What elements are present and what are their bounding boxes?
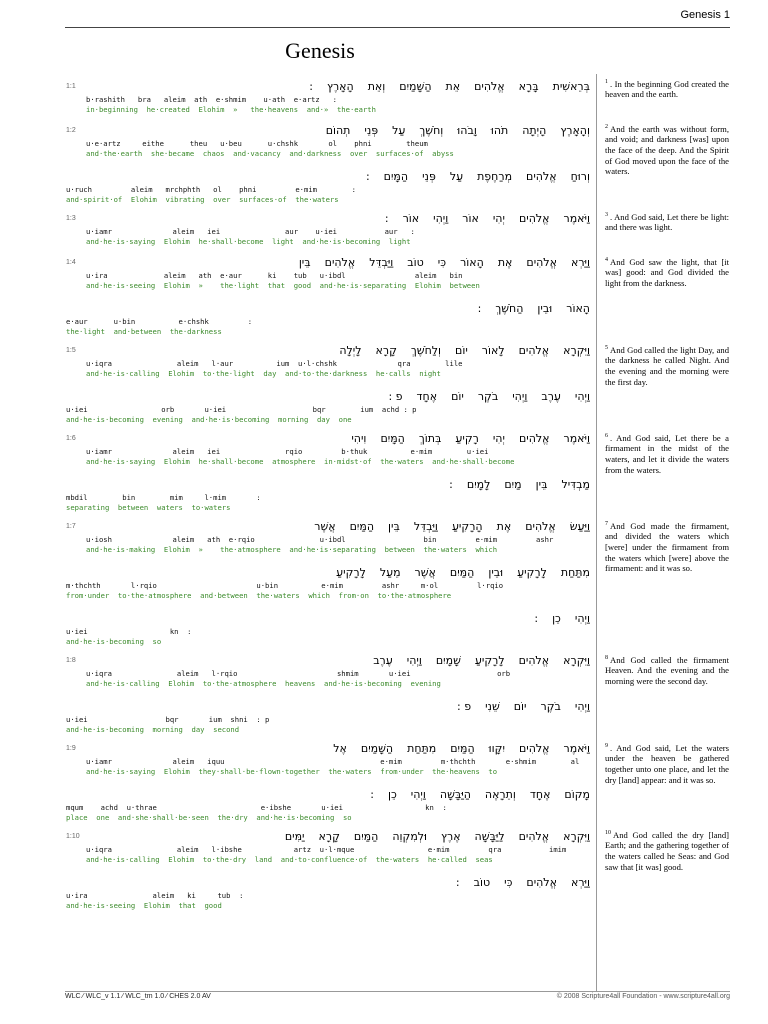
verse-block: [66, 212, 590, 258]
running-head: Genesis 1: [680, 9, 730, 21]
gloss-line: and·he·is·calling Elohim to·the·light day and·to·the·darkness he·calls night: [86, 369, 441, 378]
kjv-verse-text: [605, 653, 729, 687]
verse-reference: 1:10: [66, 833, 80, 840]
hebrew-word: בֵּין: [388, 520, 400, 533]
gloss-line: the·light and·between the·darkness: [66, 327, 222, 336]
transliteration-line: u·e·artz eithe theu u·beu u·chshk ol phni theum: [86, 139, 428, 148]
hebrew-word: תֹהוּ: [490, 124, 509, 137]
hebrew-word: וַיִּקְרָא: [563, 830, 590, 843]
transliteration-line: u·ira aleim ki tub :: [66, 891, 244, 900]
hebrew-word: הָאוֹר: [460, 256, 484, 269]
verse-text: . And God said, Let there be a firmament in the midst of the waters, and let it divide the waters from the waters.: [605, 432, 729, 475]
hebrew-word: מַבְדִּיל: [561, 478, 590, 491]
hebrew-word: כִּי: [504, 876, 513, 889]
hebrew-word: וְאֵת: [367, 80, 386, 93]
verse-number: 8: [605, 655, 608, 661]
verse-number: 10: [605, 830, 611, 836]
verse-number: 9: [605, 743, 608, 749]
hebrew-word: אֱלֹהִים: [518, 830, 550, 843]
gloss-line: and·he·is·seeing Elohim » the·light that good and·he·is·separating Elohim between: [86, 281, 480, 290]
hebrew-line: [66, 742, 590, 755]
verse-number: 1: [605, 79, 608, 85]
hebrew-line: [66, 478, 590, 491]
verse-block: [66, 344, 590, 436]
hebrew-word: הָאוֹר: [566, 302, 590, 315]
hebrew-word: קָרָא: [318, 830, 340, 843]
hebrew-word: אֶל: [333, 742, 347, 755]
hebrew-word: וַיְהִי: [574, 612, 590, 625]
verse-text: And God saw the light, that [it was] good: and God divided the light from the darkness.: [605, 256, 729, 289]
interlinear-line: [66, 344, 590, 390]
gloss-line: and·he·is·making Elohim » the·atmosphere and·he·is·separating between the·waters which: [86, 545, 498, 554]
hebrew-word: בְּרֵאשִׁית: [552, 80, 590, 93]
hebrew-line: [66, 876, 590, 889]
hebrew-word: הַמַּיִם: [449, 566, 475, 579]
hebrew-word: קָרָא: [375, 344, 397, 357]
hebrew-word: עֶרֶב: [373, 654, 393, 667]
hebrew-word: וַיַּבְדֵּל: [413, 520, 438, 533]
hebrew-word: וַיֹּאמֶר: [563, 212, 590, 225]
verse-text: . And God said, Let there be light: and there was light.: [605, 211, 729, 233]
footer-rule: [65, 991, 730, 992]
gloss-line: and·the·earth she·became chaos and·vacancy and·darkness over surfaces·of abyss: [86, 149, 454, 158]
hebrew-word: וְהָאָרֶץ: [560, 124, 590, 137]
transliteration-line: u·iei kn :: [66, 627, 192, 636]
hebrew-word: לָאוֹר: [481, 344, 505, 357]
hebrew-word: וַיְהִי: [433, 212, 449, 225]
interlinear-line: [66, 80, 590, 126]
hebrew-word: אֱלֹהִים: [526, 170, 557, 183]
gloss-line: separating between waters to·waters: [66, 503, 231, 512]
hebrew-word: הַמָּיִם: [383, 170, 409, 183]
hebrew-word: אֱלֹהִים: [518, 212, 550, 225]
transliteration-line: mbdil bin mim l·mim :: [66, 493, 261, 502]
hebrew-word: אֱלֹהִים: [526, 876, 557, 889]
verse-block: [66, 432, 590, 524]
hebrew-word: הַחֹשֶׁךְ: [495, 302, 524, 315]
hebrew-word: הַיַּבָּשָׁה: [439, 788, 471, 801]
verse-reference: 1:5: [66, 347, 76, 354]
hebrew-word: אֱלֹהִים: [474, 80, 505, 93]
hebrew-word: אֱלֹהִים: [518, 344, 550, 357]
hebrew-word: יוֹם: [455, 344, 468, 357]
hebrew-word: הַשָּׁמַיִם: [399, 80, 432, 93]
header-rule: [65, 27, 730, 28]
hebrew-line: [66, 170, 590, 183]
hebrew-word: עַל: [449, 170, 464, 183]
hebrew-word: הַמָּיִם: [380, 432, 405, 445]
hebrew-word: :: [384, 212, 389, 225]
hebrew-word: כִּי: [437, 256, 447, 269]
hebrew-word: :: [370, 788, 374, 801]
hebrew-line: [66, 654, 590, 667]
verse-block: [66, 830, 590, 922]
interlinear-line: [66, 700, 590, 746]
hebrew-word: מָקוֹם: [564, 788, 590, 801]
transliteration-line: u·iosh aleim ath e·rqio u·ibdl bin e·mim ashr: [86, 535, 554, 544]
hebrew-word: אֶחָד: [529, 788, 551, 801]
hebrew-line: [66, 256, 590, 269]
hebrew-word: הָיְתָה: [522, 124, 547, 137]
verse-reference: 1:4: [66, 259, 76, 266]
kjv-verse-text: [605, 122, 729, 177]
hebrew-word: פְּנֵי: [422, 170, 436, 183]
verse-block: [66, 124, 590, 216]
hebrew-word: אֱלֹהִים: [518, 432, 550, 445]
hebrew-word: יוֹם: [451, 390, 464, 403]
gloss-line: and·he·is·saying Elohim he·shall·become light and·he·is·becoming light: [86, 237, 411, 246]
hebrew-word: :: [455, 876, 460, 889]
hebrew-word: אֲשֶׁר: [414, 566, 436, 579]
hebrew-word: וַיְהִי: [574, 390, 590, 403]
hebrew-word: בֹקֶר: [540, 700, 561, 713]
transliteration-line: e·aur u·bin e·chshk :: [66, 317, 253, 326]
hebrew-word: וַיֹּאמֶר: [563, 432, 590, 445]
transliteration-line: u·ira aleim ath e·aur ki tub u·ibdl aleim bin: [86, 271, 463, 280]
hebrew-word: כֵן: [387, 788, 397, 801]
verse-number: 2: [605, 124, 608, 130]
interlinear-line: [66, 566, 590, 612]
hebrew-word: וּבֵין: [537, 302, 553, 315]
hebrew-word: לָמָיִם: [466, 478, 491, 491]
hebrew-word: בֵּין: [535, 478, 548, 491]
hebrew-word: וַיְהִי: [574, 700, 590, 713]
transliteration-line: mqum achd u·thrae e·ibshe u·iei kn :: [66, 803, 447, 812]
hebrew-line: [66, 212, 590, 225]
hebrew-line: [66, 830, 590, 843]
hebrew-word: וַיִּקְרָא: [563, 344, 590, 357]
footer-copyright: © 2008 Scripture4all Foundation - www.scripture4all.org: [556, 993, 730, 1000]
transliteration-line: u·iamr aleim iei aur u·iei aur :: [86, 227, 415, 236]
hebrew-line: [66, 788, 590, 801]
verse-block: [66, 742, 590, 834]
hebrew-word: וַיַּבְדֵּל: [369, 256, 394, 269]
verse-block: [66, 654, 590, 746]
gloss-line: and·he·is·saying Elohim they·shall·be·flown·together the·waters from·under the·heavens to: [86, 767, 498, 776]
hebrew-word: הָרָקִיעַ: [451, 520, 483, 533]
interlinear-line: [66, 520, 590, 566]
verse-number: 3: [605, 212, 608, 218]
verse-block: [66, 80, 590, 126]
verse-reference: 1:8: [66, 657, 76, 664]
transliteration-line: m·thchth l·rqio u·bin e·mim ashr m·ol l·rqio: [66, 581, 504, 590]
column-divider: [596, 74, 597, 991]
verse-number: 4: [605, 257, 608, 263]
hebrew-word: אֱלֹהִים: [518, 654, 550, 667]
hebrew-word: בֹקֶר: [477, 390, 499, 403]
hebrew-word: לָרָקִיעַ: [517, 566, 547, 579]
interlinear-line: [66, 390, 590, 436]
transliteration-line: u·iqra aleim l·aur ium u·l·chshk qra lile: [86, 359, 463, 368]
hebrew-line: [66, 344, 590, 357]
hebrew-word: הָאָרֶץ: [327, 80, 354, 93]
interlinear-line: [66, 830, 590, 876]
verse-number: 6: [605, 433, 608, 439]
hebrew-word: רָקִיעַ: [455, 432, 479, 445]
hebrew-word: :: [365, 170, 370, 183]
kjv-verse-text: [605, 828, 729, 872]
verse-reference: 1:7: [66, 523, 76, 530]
hebrew-word: מַיִם: [504, 478, 522, 491]
hebrew-word: שָׁמָיִם: [435, 654, 461, 667]
kjv-verse-text: [605, 210, 729, 233]
transliteration-line: u·iei bqr ium shni : p: [66, 715, 270, 724]
verse-reference: 1:9: [66, 745, 76, 752]
hebrew-line: [66, 520, 590, 533]
hebrew-word: מִתַּחַת: [407, 742, 437, 755]
kjv-verse-text: [605, 519, 729, 574]
hebrew-word: כֵן: [552, 612, 561, 625]
hebrew-word: פ :: [457, 700, 472, 713]
interlinear-line: [66, 742, 590, 788]
verse-text: . And God said, Let the waters under the heaven be gathered together unto one place, and let the dry [land] appear: and it was so.: [605, 742, 729, 785]
verse-reference: 1:2: [66, 127, 76, 134]
gloss-line: and·he·is·saying Elohim he·shall·become atmosphere in·midst·of the·waters and·he·shall·become: [86, 457, 515, 466]
kjv-verse-text: [605, 255, 729, 289]
transliteration-line: u·ruch aleim mrchphth ol phni e·mim :: [66, 185, 356, 194]
hebrew-word: מִתַּחַת: [560, 566, 590, 579]
gloss-line: and·he·is·calling Elohim to·the·dry land and·to·confluence·of the·waters he·called seas: [86, 855, 493, 864]
verse-reference: 1:1: [66, 83, 76, 90]
hebrew-word: יְהִי: [492, 212, 505, 225]
hebrew-word: לָרָקִיעַ: [336, 566, 366, 579]
hebrew-word: אֶרֶץ: [441, 830, 461, 843]
verse-text: And God made the firmament, and divided the waters which [were] under the firmament from the waters which [were] above the firmament: and it was so.: [605, 520, 729, 574]
hebrew-line: [66, 612, 590, 625]
hebrew-line: [66, 390, 590, 403]
hebrew-word: :: [309, 80, 314, 93]
footer-sources: WLC ⁄ WLC_v 1.1 ⁄ WLC_tm 1.0 ⁄ CHES 2.0 AV: [65, 993, 211, 1000]
hebrew-word: וַיִּקְרָא: [563, 654, 590, 667]
hebrew-word: אֲשֶׁר: [314, 520, 336, 533]
transliteration-line: u·iqra aleim l·ibshe artz u·l·mque e·mim qra imim: [86, 845, 567, 854]
interlinear-line: [66, 170, 590, 216]
interlinear-line: [66, 612, 590, 658]
transliteration-line: u·iqra aleim l·rqio shmim u·iei orb: [86, 669, 511, 678]
interlinear-line: [66, 124, 590, 170]
hebrew-word: בֵּין: [298, 256, 311, 269]
hebrew-word: פ :: [388, 390, 403, 403]
hebrew-word: אֱלֹהִים: [526, 256, 557, 269]
hebrew-word: וַיְהִי: [512, 390, 528, 403]
verse-text: . In the beginning God created the heaven and the earth.: [605, 78, 729, 100]
hebrew-word: וַיַּרְא: [570, 876, 590, 889]
gloss-line: and·he·is·becoming so: [66, 637, 162, 646]
gloss-line: in·beginning he·created Elohim » the·heavens and·» the·earth: [86, 105, 376, 114]
kjv-verse-text: [605, 431, 729, 475]
hebrew-word: וְרוּחַ: [570, 170, 590, 183]
hebrew-word: וְתֵרָאֶה: [484, 788, 516, 801]
hebrew-word: :: [534, 612, 539, 625]
hebrew-word: תְהוֹם: [325, 124, 351, 137]
hebrew-word: אוֹר: [462, 212, 479, 225]
hebrew-word: אֱלֹהִים: [324, 256, 356, 269]
hebrew-word: וְלַחֹשֶׁךְ: [410, 344, 442, 357]
interlinear-line: [66, 478, 590, 524]
hebrew-word: פְּנֵי: [364, 124, 379, 137]
verse-text: And God called the light Day, and the darkness he called Night. And the evening and the morning were the first day.: [605, 344, 729, 387]
hebrew-word: אֶת: [497, 256, 513, 269]
gloss-line: place one and·she·shall·be·seen the·dry and·he·is·becoming so: [66, 813, 352, 822]
hebrew-word: וּבֵין: [488, 566, 504, 579]
hebrew-word: וְחֹשֶׁךְ: [419, 124, 444, 137]
hebrew-word: וַיַּעַשׂ: [569, 520, 590, 533]
hebrew-word: הַשָּׁמַיִם: [360, 742, 394, 755]
hebrew-word: :: [477, 302, 482, 315]
hebrew-word: מְרַחֶפֶת: [477, 170, 513, 183]
hebrew-word: בָּרָא: [518, 80, 539, 93]
hebrew-word: וּלְמִקְוֵה: [392, 830, 428, 843]
hebrew-word: עַל: [392, 124, 406, 137]
interlinear-line: [66, 654, 590, 700]
hebrew-word: אֵת: [445, 80, 461, 93]
hebrew-word: הַמַּיִם: [450, 742, 475, 755]
hebrew-line: [66, 566, 590, 579]
hebrew-line: [66, 700, 590, 713]
hebrew-line: [66, 80, 590, 93]
hebrew-word: מֵעַל: [379, 566, 401, 579]
verse-reference: 1:6: [66, 435, 76, 442]
hebrew-word: הַמַּיִם: [349, 520, 375, 533]
hebrew-word: וַיַּרְא: [570, 256, 590, 269]
verse-number: 7: [605, 521, 608, 527]
hebrew-line: [66, 124, 590, 137]
verse-block: [66, 520, 590, 658]
hebrew-line: [66, 302, 590, 315]
transliteration-line: u·iei orb u·iei bqr ium achd : p: [66, 405, 417, 414]
hebrew-word: וַיְהִי: [406, 654, 422, 667]
hebrew-word: לַיַּבָּשָׁה: [474, 830, 505, 843]
hebrew-word: יִקָּווּ: [488, 742, 505, 755]
gloss-line: and·he·is·becoming evening and·he·is·becoming morning day one: [66, 415, 352, 424]
verse-text: And God called the firmament Heaven. And the evening and the morning were the second day.: [605, 654, 729, 687]
interlinear-line: [66, 302, 590, 348]
interlinear-line: [66, 432, 590, 478]
verse-reference: 1:3: [66, 215, 76, 222]
hebrew-word: לָיְלָה: [339, 344, 362, 357]
hebrew-word: וַיְהִי: [410, 788, 426, 801]
interlinear-line: [66, 212, 590, 258]
hebrew-line: [66, 432, 590, 445]
book-title: Genesis: [285, 38, 355, 63]
hebrew-word: שֵׁנִי: [485, 700, 500, 713]
hebrew-word: אוֹר: [402, 212, 420, 225]
gloss-line: and·he·is·seeing Elohim that good: [66, 901, 222, 910]
hebrew-word: עֶרֶב: [541, 390, 561, 403]
kjv-verse-text: [605, 77, 729, 100]
transliteration-line: u·iamr aleim iei rqio b·thuk e·mim u·iei: [86, 447, 489, 456]
hebrew-word: לָרָקִיעַ: [474, 654, 505, 667]
verse-block: [66, 256, 590, 348]
hebrew-word: טוֹב: [407, 256, 424, 269]
verse-text: And God called the dry [land] Earth; and the gathering together of the waters called he Seas: and God saw that [it was] good.: [605, 829, 729, 872]
verse-text: And the earth was without form, and void; and darkness [was] upon the face of the deep. And the Spirit of God moved upon the face of the waters.: [605, 123, 729, 177]
gloss-line: and·spirit·of Elohim vibrating over surfaces·of the·waters: [66, 195, 339, 204]
gloss-line: and·he·is·calling Elohim to·the·atmosphere heavens and·he·is·becoming evening: [86, 679, 441, 688]
interlinear-line: [66, 256, 590, 302]
transliteration-line: b·rashith bra aleim ath e·shmim u·ath e·artz :: [86, 95, 337, 104]
interlinear-line: [66, 788, 590, 834]
gloss-line: and·he·is·becoming morning day second: [66, 725, 240, 734]
gloss-line: from·under to·the·atmosphere and·between the·waters which from·on to·the·atmosphere: [66, 591, 452, 600]
hebrew-word: יוֹם: [513, 700, 527, 713]
hebrew-word: אֶת: [496, 520, 512, 533]
hebrew-word: הַמַּיִם: [353, 830, 379, 843]
hebrew-word: טוֹב: [473, 876, 491, 889]
hebrew-word: אֱלֹהִים: [518, 742, 550, 755]
interlinear-line: [66, 876, 590, 922]
kjv-verse-text: [605, 741, 729, 785]
transliteration-line: u·iamr aleim iquu e·mim m·thchth e·shmim al: [86, 757, 580, 766]
hebrew-word: וָבֹהוּ: [457, 124, 477, 137]
hebrew-word: וִיהִי: [351, 432, 367, 445]
hebrew-word: אֶחָד: [416, 390, 438, 403]
hebrew-word: :: [449, 478, 453, 491]
hebrew-word: יְהִי: [492, 432, 505, 445]
hebrew-word: אֱלֹהִים: [525, 520, 556, 533]
hebrew-word: וַיֹּאמֶר: [563, 742, 590, 755]
kjv-verse-text: [605, 343, 729, 387]
hebrew-word: בְּתוֹךְ: [418, 432, 442, 445]
hebrew-word: יַמִּים: [284, 830, 305, 843]
verse-number: 5: [605, 345, 608, 351]
